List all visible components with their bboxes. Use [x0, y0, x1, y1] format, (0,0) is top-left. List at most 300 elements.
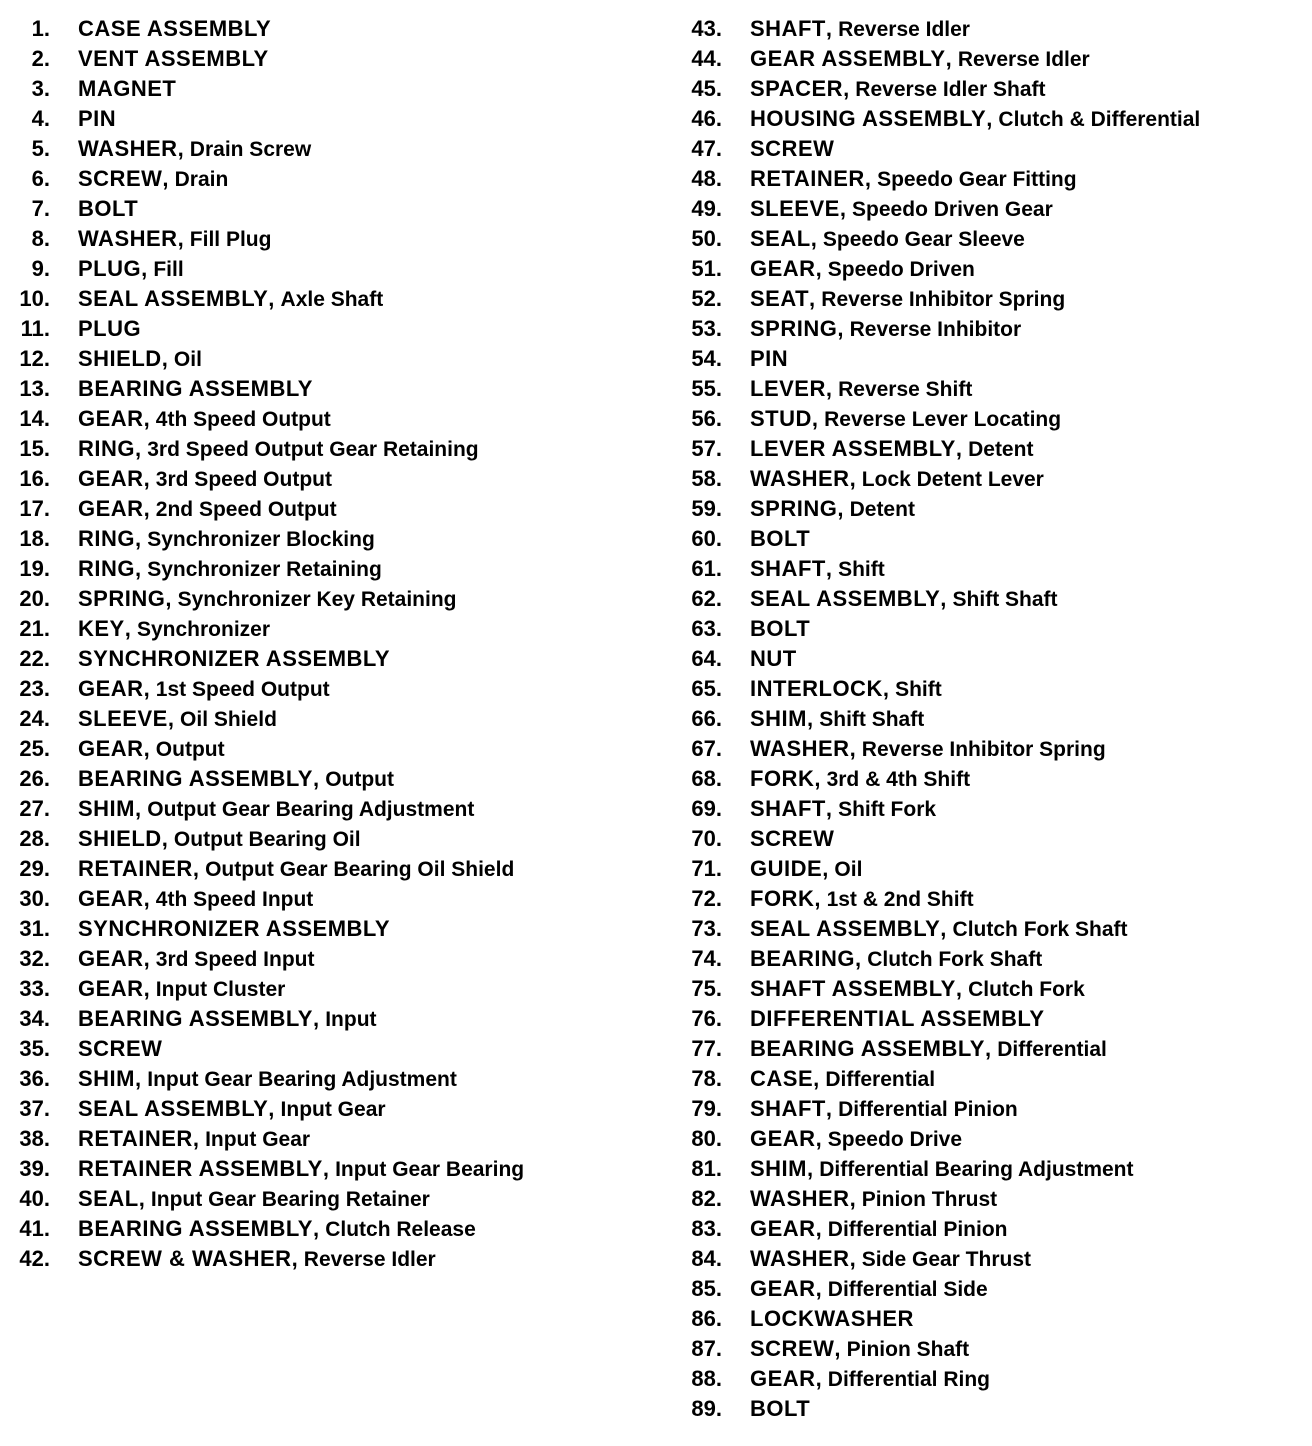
part-name — [78, 644, 390, 674]
part-row — [672, 974, 1302, 1004]
part-noun: BOLT — [750, 526, 811, 551]
part-number: 17. — [19, 496, 50, 521]
part-separator: , — [849, 1186, 862, 1211]
part-number: 80. — [691, 1126, 722, 1151]
part-noun: SEAL ASSEMBLY — [750, 916, 941, 941]
part-description: Pinion Shaft — [846, 1338, 970, 1361]
part-description: Reverse Idler — [303, 1248, 436, 1271]
part-noun: GEAR — [78, 886, 144, 911]
part-noun: RING — [78, 436, 135, 461]
part-number: 75. — [691, 976, 722, 1001]
part-description: Speedo Gear Fitting — [877, 168, 1077, 191]
part-name — [78, 794, 474, 825]
part-separator: , — [940, 916, 953, 941]
part-number: 11. — [20, 316, 50, 341]
part-row — [672, 464, 1302, 494]
part-description: Lock Detent Lever — [861, 468, 1044, 491]
part-number: 65. — [691, 676, 722, 701]
part-row — [672, 764, 1302, 794]
part-noun: GEAR — [78, 946, 144, 971]
part-separator: , — [813, 1066, 826, 1091]
part-noun: SHIELD — [78, 826, 162, 851]
part-noun: WASHER — [750, 1246, 850, 1271]
part-noun: PLUG — [78, 316, 142, 341]
part-separator: , — [143, 886, 156, 911]
part-row — [672, 704, 1302, 734]
part-description: Pinion Thrust — [861, 1188, 998, 1211]
part-name — [78, 944, 314, 975]
part-noun: SEAL ASSEMBLY — [78, 1096, 269, 1121]
part-name — [78, 824, 361, 855]
part-description: Input — [325, 1008, 377, 1031]
part-separator: , — [843, 76, 856, 101]
part-number: 16. — [19, 466, 50, 491]
part-name — [78, 464, 332, 495]
part-name — [78, 374, 313, 404]
part-noun: SHIM — [78, 796, 135, 821]
part-noun: FORK — [750, 766, 815, 791]
part-number: 8. — [31, 226, 50, 251]
part-noun: SYNCHRONIZER ASSEMBLY — [78, 916, 391, 941]
part-noun: SHAFT — [750, 16, 826, 41]
part-row — [672, 494, 1302, 524]
part-number: 60. — [691, 526, 722, 551]
part-separator: , — [814, 766, 827, 791]
part-noun: GEAR — [78, 466, 144, 491]
part-number: 1. — [31, 16, 50, 41]
part-number: 56. — [691, 406, 722, 431]
part-noun: PLUG — [78, 256, 142, 281]
part-description: 2nd Speed Output — [155, 498, 337, 521]
part-name — [750, 614, 810, 644]
part-name — [750, 734, 1106, 765]
part-separator: , — [141, 256, 154, 281]
part-noun: BOLT — [78, 196, 139, 221]
part-number: 70. — [691, 826, 722, 851]
part-row — [0, 74, 660, 104]
part-noun: WASHER — [78, 226, 178, 251]
part-noun: SPRING — [750, 316, 838, 341]
part-number: 72. — [691, 886, 722, 911]
part-number: 45. — [691, 76, 722, 101]
part-row — [672, 194, 1302, 224]
part-number: 25. — [19, 736, 50, 761]
part-noun: SHAFT ASSEMBLY — [750, 976, 956, 1001]
part-name — [750, 1034, 1107, 1065]
part-number: 30. — [19, 886, 50, 911]
part-number: 23. — [19, 676, 50, 701]
part-name — [750, 74, 1046, 105]
part-row — [0, 1184, 660, 1214]
part-noun: GEAR — [750, 1126, 816, 1151]
part-separator: , — [955, 976, 969, 1001]
part-row — [0, 644, 660, 674]
part-description: Oil — [173, 348, 202, 371]
part-name — [750, 944, 1042, 975]
part-noun: LEVER ASSEMBLY — [750, 436, 956, 461]
part-description: Reverse Idler — [838, 18, 970, 41]
part-number: 21. — [19, 616, 50, 641]
part-number: 49. — [691, 196, 722, 221]
part-row — [672, 134, 1302, 164]
part-separator: , — [143, 676, 156, 701]
part-name — [78, 914, 390, 944]
part-description: Reverse Inhibitor Spring — [821, 288, 1066, 311]
part-row — [672, 824, 1302, 854]
part-number: 57. — [691, 436, 722, 461]
part-row — [672, 1304, 1302, 1334]
part-row — [0, 434, 660, 464]
part-row — [0, 1124, 660, 1154]
part-number: 82. — [691, 1186, 722, 1211]
part-separator: , — [143, 496, 156, 521]
part-number: 39. — [19, 1156, 50, 1181]
part-row — [672, 944, 1302, 974]
part-number: 40. — [19, 1186, 50, 1211]
parts-list — [0, 14, 1312, 1434]
part-noun: SEAT — [750, 286, 810, 311]
part-noun: BEARING ASSEMBLY — [78, 1216, 313, 1241]
part-separator: , — [312, 1006, 326, 1031]
part-separator: , — [161, 826, 174, 851]
part-separator: , — [291, 1246, 304, 1271]
part-separator: , — [849, 466, 862, 491]
part-name — [750, 764, 970, 795]
part-name — [750, 134, 834, 164]
part-separator: , — [822, 856, 835, 881]
part-number: 13. — [19, 376, 50, 401]
part-row — [672, 74, 1302, 104]
part-noun: SPRING — [750, 496, 838, 521]
part-description: Input Gear Bearing — [335, 1158, 525, 1181]
part-row — [672, 1154, 1302, 1184]
part-number: 59. — [691, 496, 722, 521]
part-description: Differential Side — [827, 1278, 988, 1301]
part-row — [0, 764, 660, 794]
part-separator: , — [135, 526, 148, 551]
part-row — [672, 644, 1302, 674]
part-name — [750, 1124, 962, 1155]
part-name — [78, 1154, 524, 1185]
part-description: Input Gear — [280, 1098, 386, 1121]
part-number: 37. — [19, 1096, 50, 1121]
part-description: Input Cluster — [155, 978, 286, 1001]
part-noun: KEY — [78, 616, 125, 641]
part-row — [0, 854, 660, 884]
part-row — [0, 464, 660, 494]
part-row — [672, 164, 1302, 194]
part-name — [750, 524, 810, 554]
part-noun: SHIM — [78, 1066, 135, 1091]
part-name — [750, 434, 1033, 465]
part-number: 42. — [19, 1246, 50, 1271]
part-noun: STUD — [750, 406, 812, 431]
part-noun: GEAR — [78, 676, 144, 701]
part-description: Axle Shaft — [280, 288, 384, 311]
part-number: 44. — [691, 46, 722, 71]
part-description: Differential Pinion — [827, 1218, 1008, 1241]
part-number: 71. — [691, 856, 722, 881]
part-name — [78, 344, 202, 375]
part-description: Reverse Inhibitor — [849, 318, 1022, 341]
part-number: 27. — [19, 796, 50, 821]
part-separator: , — [837, 316, 850, 341]
part-number: 77. — [691, 1036, 722, 1061]
part-noun: PIN — [750, 346, 789, 371]
part-description: Reverse Shift — [838, 378, 973, 401]
part-description: Fill Plug — [189, 228, 272, 251]
part-number: 78. — [691, 1066, 722, 1091]
part-separator: , — [882, 676, 896, 701]
part-noun: GUIDE — [750, 856, 823, 881]
part-row — [0, 1154, 660, 1184]
part-name — [78, 404, 331, 435]
part-noun: SCREW — [750, 136, 835, 161]
part-row — [0, 344, 660, 374]
part-name — [78, 74, 176, 104]
part-description: 1st Speed Output — [155, 678, 330, 701]
part-name — [750, 1214, 1007, 1245]
part-description: Reverse Inhibitor Spring — [861, 738, 1106, 761]
part-number: 15. — [19, 436, 50, 461]
part-noun: WASHER — [750, 736, 850, 761]
part-separator: , — [940, 586, 953, 611]
part-row — [672, 884, 1302, 914]
part-number: 68. — [691, 766, 722, 791]
part-description: Detent — [849, 498, 915, 521]
part-description: Side Gear Thrust — [861, 1248, 1032, 1271]
part-row — [0, 584, 660, 614]
part-description: Input Gear Bearing Adjustment — [147, 1068, 457, 1091]
part-name — [78, 494, 337, 525]
part-number: 29. — [19, 856, 50, 881]
part-number: 32. — [19, 946, 50, 971]
part-row — [672, 314, 1302, 344]
part-name — [750, 104, 1200, 135]
part-row — [672, 1034, 1302, 1064]
part-name — [750, 1364, 990, 1395]
part-noun: SCREW — [750, 826, 835, 851]
part-row — [0, 674, 660, 704]
part-number: 63. — [691, 616, 722, 641]
part-name — [78, 104, 116, 134]
part-row — [672, 1274, 1302, 1304]
part-number: 43. — [691, 16, 722, 41]
part-row — [0, 1004, 660, 1034]
part-number: 20. — [19, 586, 50, 611]
part-description: Shift Fork — [838, 798, 937, 821]
part-row — [672, 344, 1302, 374]
part-name — [750, 1004, 1045, 1034]
part-name — [78, 1004, 377, 1035]
part-name — [750, 1334, 969, 1365]
part-noun: CASE ASSEMBLY — [78, 16, 272, 41]
part-separator: , — [135, 556, 148, 581]
part-row — [0, 944, 660, 974]
part-noun: NUT — [750, 646, 797, 671]
part-name — [750, 854, 862, 885]
part-noun: LEVER — [750, 376, 826, 401]
part-name — [750, 14, 970, 45]
part-name — [750, 494, 915, 525]
part-name — [750, 404, 1061, 435]
part-number: 86. — [691, 1306, 722, 1331]
part-name — [750, 194, 1053, 225]
part-noun: BEARING ASSEMBLY — [78, 766, 313, 791]
part-number: 47. — [691, 136, 722, 161]
part-description: Differential — [825, 1068, 936, 1091]
part-noun: SCREW & WASHER — [78, 1246, 292, 1271]
part-noun: RETAINER — [750, 166, 865, 191]
part-noun: SHIM — [750, 706, 807, 731]
part-number: 51. — [691, 256, 722, 281]
part-name — [750, 344, 788, 374]
part-name — [78, 1244, 436, 1275]
part-row — [0, 884, 660, 914]
part-name — [750, 674, 942, 705]
part-description: Clutch Fork Shaft — [952, 918, 1128, 941]
part-separator: , — [161, 346, 174, 371]
part-row — [672, 584, 1302, 614]
part-separator: , — [815, 1366, 828, 1391]
part-description: Fill — [153, 258, 184, 281]
part-name — [78, 44, 269, 74]
part-separator: , — [143, 976, 156, 1001]
part-separator: , — [849, 736, 862, 761]
part-name — [78, 254, 184, 285]
part-description: Shift — [838, 558, 885, 581]
part-row — [672, 1124, 1302, 1154]
part-separator: , — [834, 1336, 847, 1361]
part-noun: SHIM — [750, 1156, 807, 1181]
part-number: 50. — [691, 226, 722, 251]
part-noun: SCREW — [78, 1036, 163, 1061]
part-separator: , — [955, 436, 969, 461]
part-name — [78, 884, 313, 915]
part-row — [0, 1034, 660, 1064]
part-row — [0, 224, 660, 254]
part-number: 34. — [19, 1006, 50, 1031]
part-noun: SPRING — [78, 586, 166, 611]
part-number: 6. — [31, 166, 50, 191]
part-name — [750, 794, 936, 825]
part-separator: , — [810, 226, 823, 251]
part-row — [0, 404, 660, 434]
part-name — [750, 374, 972, 405]
part-description: Input Gear — [205, 1128, 311, 1151]
part-noun: GEAR ASSEMBLY — [750, 46, 946, 71]
part-number: 36. — [19, 1066, 50, 1091]
part-separator: , — [177, 136, 190, 161]
part-name — [750, 1394, 810, 1424]
part-noun: BOLT — [750, 616, 811, 641]
part-number: 89. — [691, 1396, 722, 1421]
part-noun: SEAL — [750, 226, 811, 251]
part-separator: , — [312, 1216, 326, 1241]
part-row — [672, 734, 1302, 764]
part-name — [78, 854, 514, 885]
part-number: 22. — [19, 646, 50, 671]
part-description: Speedo Gear Sleeve — [822, 228, 1025, 251]
part-name — [78, 314, 141, 344]
part-separator: , — [825, 556, 839, 581]
part-description: Differential — [997, 1038, 1107, 1061]
part-separator: , — [984, 1036, 998, 1061]
part-row — [0, 1094, 660, 1124]
part-number: 87. — [691, 1336, 722, 1361]
part-row — [0, 1064, 660, 1094]
part-name — [78, 554, 382, 585]
part-description: Output — [325, 768, 395, 791]
part-row — [672, 1184, 1302, 1214]
part-description: Synchronizer — [136, 618, 271, 641]
part-row — [0, 824, 660, 854]
part-name — [78, 14, 271, 44]
part-noun: GEAR — [750, 256, 816, 281]
part-row — [0, 14, 660, 44]
part-description: Detent — [968, 438, 1034, 461]
part-noun: SPACER — [750, 76, 844, 101]
part-number: 73. — [691, 916, 722, 941]
part-row — [0, 194, 660, 224]
part-name — [78, 434, 479, 465]
part-noun: SLEEVE — [78, 706, 168, 731]
part-name — [750, 884, 974, 915]
part-separator: , — [312, 766, 326, 791]
part-name — [750, 1304, 914, 1334]
part-number: 74. — [691, 946, 722, 971]
part-row — [672, 224, 1302, 254]
part-number: 62. — [691, 586, 722, 611]
part-name — [750, 1064, 935, 1095]
part-name — [78, 974, 285, 1005]
part-row — [672, 374, 1302, 404]
part-row — [0, 734, 660, 764]
part-separator: , — [807, 706, 820, 731]
part-name — [750, 1094, 1018, 1125]
part-row — [672, 524, 1302, 554]
part-noun: SEAL ASSEMBLY — [78, 286, 269, 311]
part-name — [78, 614, 270, 645]
part-name — [78, 1034, 162, 1064]
part-description: 4th Speed Input — [155, 888, 314, 911]
part-number: 3. — [31, 76, 50, 101]
part-row — [0, 164, 660, 194]
part-separator: , — [143, 736, 156, 761]
part-row — [672, 404, 1302, 434]
part-number: 2. — [31, 46, 50, 71]
part-name — [750, 1274, 988, 1305]
part-number: 5. — [31, 136, 50, 161]
part-name — [78, 194, 138, 224]
part-number: 18. — [19, 526, 50, 551]
part-row — [0, 134, 660, 164]
part-number: 52. — [691, 286, 722, 311]
part-separator: , — [854, 946, 868, 971]
part-number: 83. — [691, 1216, 722, 1241]
part-row — [672, 794, 1302, 824]
part-row — [0, 704, 660, 734]
part-name — [750, 464, 1044, 495]
part-description: Speedo Drive — [827, 1128, 963, 1151]
part-description: 3rd Speed Output — [155, 468, 332, 491]
part-name — [78, 1214, 476, 1245]
part-description: 3rd Speed Output Gear Retaining — [147, 438, 479, 461]
part-row — [672, 614, 1302, 644]
part-row — [672, 44, 1302, 74]
part-description: Differential Pinion — [838, 1098, 1018, 1121]
part-number: 69. — [691, 796, 722, 821]
